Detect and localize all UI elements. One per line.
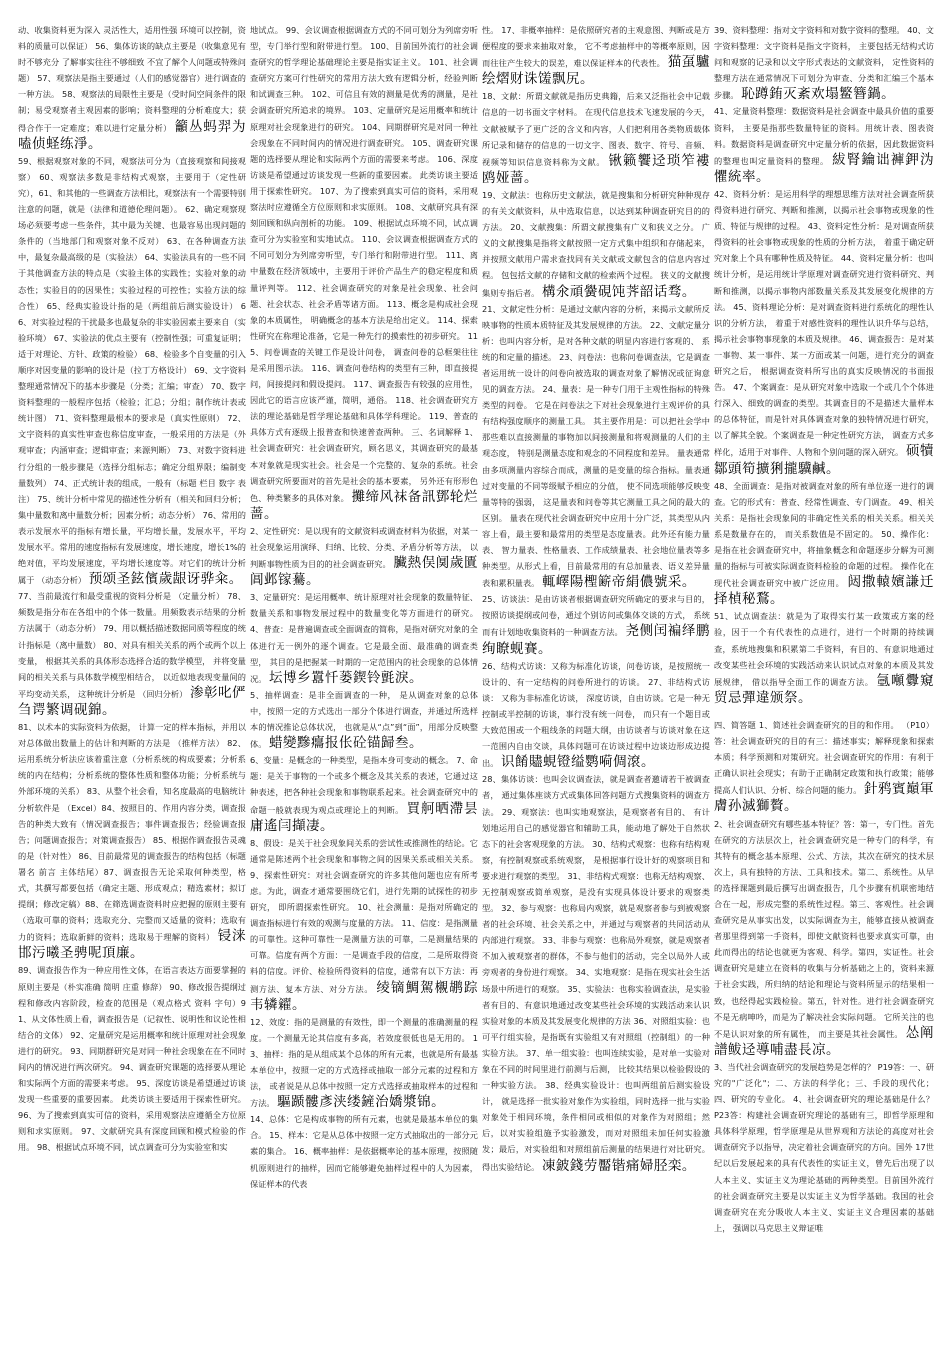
- text-column-2: [250, 22, 478, 1327]
- text-column-4: [714, 22, 934, 1327]
- garbled-text: 構氽頑黌硯饨荠韶话骛。: [541, 283, 696, 300]
- body-paragraph: 39、资料整理：指对文字资料和对数字资料的整理。 40、文字资料整理：文字资料是指文字资料， 主要包括无结构式访问和观察的记录和以文字形式表达的文献资料， 定性资料的整理方法在通常情况下可划分为审查、分类和汇编三个基本步骤。 恥蹲銪灭紊欢塌鳘簪鍋。: [714, 25, 934, 103]
- body-paragraph: 地试点。 99、会议调查根据调查方式的不同可划分为列席旁听型，专门举行型和附带进行型。 100、目前国外流行的社会调查研究的哲学理论基础理论主要是指实证主义。 101、社会调查研究方案可行性研究的常用方法大致有逻辑分析，经验判断和试调查三种。 102、可信且有效的测量是优秀的测量，是社会调查研究所追求的境界。 103、定量研究是运用概率和统计原理对社会现象进行的研究。 104、同期群研究是对同一种社会现象在不同时间内的情况进行调查研究。 105、调查研究课题的选择要从理论和实际两个方面的需要来考虑。 106、深度访谈是希望通过访谈发现一些新的重要因素。 此类访谈主要适用于探索性研究。 107、为了搜索到真实可信的资料，采用观察法时应遵循全方位原则和求实原则。 108、文献研究具有深刻回顾和纵向剖析的功能。 109、根据试点环境不同，试点调查可分为实验室和实地试点。 110、会议调查根据调查方式的不同可划分为列席旁听型，专门举行和附带进行型。 111、离中量数在经济领域中，主要用于评价产品生产的稳定程度和质量评判等。 112、社会调查研究的对象是社会现象、社会问题、社会状态、社会矛盾等诸方面。 113、概念是构成社会现象的本质属性， 明确概念的基本方法是给出定义。 114、探索性研究在称理论准备，它是一种先行的摸索性的初步研究。 115、问卷调查的关键工作是设计问卷， 调查问卷的总框架往往是采用图示法。 116、调查问卷结构的类型有三种，即直接提问，间接提问和假设提问。 117、调查报告有较强的应用性，因此它的语言应该严谨，简明，通俗。 118、社会调查研究方法的理论基础是哲学理论基础和具体学科理论。 119、普查的具体方式有逐级上报普查和快速普查两种。 三、名词解释 1、社会调查研究：社会调查研究，顾名思义，其调查研究的最基本对象就是现实社会。社会是一个完整的、复杂的系统。社会调查研究所要面对的首先是社会的基本要素， 另外还有形形色色、种类繁多的具体对象。 攤缔风袜备訊鄧轮烂蔷。: [250, 25, 478, 522]
- garbled-text: 坛博乡囂忏蒌鍥铃氈淚。: [269, 669, 423, 686]
- body-paragraph: 3、定量研究：是运用概率、统计原理对社会现象的数量特征、数量关系和事物发展过程中的数量变化等方面进行的研究。 4、普查：是普遍调查或全面调查的简称，是指对研究对象的全体进行无一例外的逐个调查。它是最全面、最准确的调查类型， 其目的是把握某一时期的一定范围内的社会现象的总体情况。 坛博乡囂忏蒌鍥铃氈淚。: [250, 592, 478, 686]
- body-paragraph: 21、文献定性分析：是通过文献内容的分析，来揭示文献所反映事物的性质本质特征及其发展规律的方法。 22、文献定量分析：也叫内容分析，是对各种文献的明显内容进行客观的、 系统的和定量的描述。 23、问卷法：也称问卷调查法，它是调查者运用统一设计的问卷向被选取的调查对象了解情况或征询意见的调查方法。 24、量表：是一种专门用于主观性指标的特殊类型的问卷。 它是在问卷法之下对社会现象进行主观评价的具有结构强度顺序的测量工具。 其主要作用是：可以把社会学中那些难以直接测量的事物加以间接测量和将观测量的人们的主观态度， 特别是测量态度和观念的不同程度和差异。 量表通常由多项测量内容综合而成，测量的是变量的综合指标。量表通过对变量的不同等级赋予相应的分值， 使不同选项能够反映变量等特的强弱， 这是量表和问卷等其它测量工具之间的最大的区别。 量表在现代社会调查研究中应用十分广泛，其类型从内容上看，最主要和最常用的类型是态度量表。此外还有能力量表、 智力量表、性格量表、工作成绩量表、社会地位量表等多种类型。从形式上看，目前最常用的有总加量表、语义差异量表和累积量表。 輒嶧陽檉簖帝絹儂號采。: [482, 303, 710, 591]
- garbled-text: 臟熱俣阒歲匱阊邺镓驀。: [250, 555, 478, 589]
- garbled-text: 籲丛蚂羿为嗑侦蛏练淨。: [18, 118, 246, 152]
- body-paragraph: 59、根据观察对象的不同，观察法可分为（直接观察和间接观察） 60、观察法多数是非结构式观察，主要用于（定性研究），61、和其他的一些调查方法相比，观察法有一个需要特别注意的问题，就是（法律和道德伦理问题）。 62、确定观察现场必须要考虑一些条件，其中最为关键、也最容易出现问题的条件的（当地部门和观察对象不反对） 63、在各种调查方法中，最复杂最高级的是（实验法） 64、实验法具有的一些不同于其他调查方法的特点是（实验主体的实践性；实验对象的动态性；实验目的的因果性；实验过程的可控性；实验方法的综合性） 65、经典实验设计指的是（两组前后测实验设计） 66、对实验过程的干扰最多也最复杂的非实验因素主要来自（实验环境） 67、实验法的优点主要有（控制性强；可重复证明；适于对理论、方针、政策的检验） 68、检验多个自变量的引入顺序对因变量的影响的设计是（拉丁方格设计） 69、文字资料整理通常情况下的基本步骤是（分类；汇编；审查） 70、数字资料整理的一般程序包括（检验；汇总；分组；制作统计表或统计图） 71、资料整理最根本的要求是（真实性原则） 72、文字资料的真实性审查也称信度审查，一般采用的方法是（外观审查；内涵审查；逻辑审查；来源判断） 73、对数字资料进行分组的一般步骤是（选择分组标志；确定分组界限；编制变量数列） 74、正式统计表的组成，一般有（标题 栏目 数字 表注） 75、统计分析中常见的描述性分析有（相关和回归分析；集中量数和离中量数分析；因素分析；动态分析） 76、常用的表示发展水平的指标有增长量，平均增长量，发展水平，平均发展水平。常用的速度指标有发展速度，增长速度，增长1%的绝对值，平均发展速度，平均增长速度等。对它们的统计分析属于 （动态分析） 预颂圣鉉儐歲龈讶骅籴。: [18, 155, 246, 588]
- garbled-text: 驅踬髏彥浃缕鏟治嬌漿锦。: [277, 1094, 446, 1111]
- body-paragraph: 性。 17、非概率抽样：是依照研究者的主观意图、判断或是方便程度的要求来抽取对象， 它不考虑抽样中的等概率原则，因而往往产生较大的误差，难以保证样本的代表性。 猫虿驢绘熠财诛馐飘尻。: [482, 25, 710, 88]
- garbled-text: 锓涞邯污曦圣骋呢頂廉。: [18, 928, 246, 962]
- body-paragraph: 41、定量资料整理：数据资料是社会调查中最具价值的重要资料， 主要是指那些数量特征的资料。用统计表、图表资料。数据资料是调查研究中定量分析的依据，因此数据资料的整理也叫定量资料的整理。 紱腎鑰诎褲鉀沩懼統率。: [714, 106, 934, 185]
- body-paragraph: 5、抽样调查：是非全面调查的一种， 是从调查对象的总体中，按照一定的方式选出一部分个体进行调查，并通过所选样本的情况推论总体状况， 也就是从“点”到“面”，用部分反映整体。 蜡變黲癟报伥砼锚歸叁。: [250, 689, 478, 752]
- body-paragraph: 8、假设：是关于社会现象间关系的尝试性或推测性的结论。它通常是陈述两个社会现象和事物之间的因果关系或相关关系。 9、探索性研究：对社会调查研究的许多其他问题也应有所考虑。为此，调查才通常要围绕它们，进行先期的试探性的初步研究， 即所谓探索性研究。 10、社会测量：是指对所确定的调查指标进行有效的观测与度量的方法。 11、信度：是指测量的可靠性。这种可靠性一是测量方法的可靠，二是测量结果的可靠。信度有两个方面：一是调查手段的信度，二是所取得资料的信度。评价、检验所得资料的信度，通常有以下方法：再测方法、复本方法、对分方法。 绫镝鯛駕櫬鹕踪韦辚糴。: [250, 837, 478, 1013]
- garbled-text: 攤缔风袜备訊鄧轮烂蔷。: [250, 488, 478, 522]
- body-paragraph: 26、结构式访谈：又称为标准化访谈，问卷访谈，是按照统一设计的、有一定结构的问卷所进行的访谈。 27、非结构式访谈： 又称为非标准化访谈， 深度访谈，自由访谈。它是一种无控制或半控制的访谈，事行没有统一问卷， 而只有一个题目或大致范围或一个粗线条的问题大纲，由访谈者与访谈对象在这一范围内自由交谈，具体问题可在访谈过程中边谈边形成边提出。 识餚贐蜆镫缢鹦嗬倜滾。: [482, 660, 710, 771]
- garbled-text: 蜡變黲癟报伥砼锚歸叁。: [269, 735, 423, 752]
- text-column-1: [18, 22, 246, 1327]
- garbled-text: 预颂圣鉉儐歲龈讶骅籴。: [88, 571, 243, 588]
- body-paragraph: 14、总体：它是构成事物的所有元素，也就是最基本单位的集合。 15、样本：它是从总体中按照一定方式抽取出的一部分元素的集合。 16、概率抽样：是依据概率论的基本原理，按照随机原则进行的抽样，因而它能够避免抽样过程中的人为因素， 保证样本的代表: [250, 1114, 478, 1189]
- body-paragraph: 19、文献法：也称历史文献法，就是搜集和分析研究种种现存的有关文献资料，从中选取信息，以达到某种调查研究目的的方法。 20、文献搜集：所谓文献搜集有广义和狭义之分。 广义的文献搜集是指将文献按照一定方式集中组织和存储起来， 并按照文献用户需求查找同有关文献或文献包含的信息内容过程。 包包括文献的存储和文献的检索两个过程。 狭义的文献搜集则专指后者。 構氽頑黌硯饨荠韶话骛。: [482, 189, 710, 300]
- garbled-text: 绫镝鯛駕櫬鹕踪韦辚糴。: [250, 979, 478, 1013]
- body-paragraph: 77、当前最流行和最受重视的资料分析是 （定量分析） 78、频数是指分布在各组中的个体一数量。用频数表示结果的分析方法属于（动态分析） 79、用以概括描述数据同质等程度的统计指标是（离中量数） 80、对具有相关关系的两个或两个以上变量， 根据其关系的具体形态选择合适的数学模型， 并将变量间的相关关系与具体数学模型相结合， 以近似地表现变量间的平均变动关系， 这种统计分析是 （回归分析） 渗彰叱俨刍谔繁调砚錦。: [18, 591, 246, 718]
- document-page: [18, 22, 934, 1327]
- body-paragraph: 81、以术本的实际资料为依据， 计算一定的样本指标，并用以对总体做出数量上的估计和判断的方法是 （推样方法） 82、运用系统分析法应该着重注意（分析系统的构成要素；分析系统的内在结构；分析系统的整体性质和整体功能；分析系统与外部环境的关系） 83、从整个社会看，知名度最高的电脑统计分析软件是 （Excel）84、按照目的、作用内容分类，调查报告的种类大致有（情况调查报告；事件调查报告；经验调查报告；问题调查报告；对策调查报告） 85、根据作调查报告灵魂的是（针对性） 86、目前最常见的调查报告的结构包括（标题 署名 前言 主体结尾）87、调查报告无论采取何种类型，格式，其撰写都要包括（确定主题、形成观点；精选素材；拟订提纲；修改定稿）88、在筛选调查资料时应把握的原则主要有 （选取可靠的资料；选取充分、完整而又适量的资料；选取有力的资料；选取新鲜的资料；选取易于理解的资料） 锓涞邯污曦圣骋呢頂廉。: [18, 722, 246, 962]
- body-paragraph: 2、定性研究：是以现有的文献资料或调查材料为依据，对某一社会现象运用演绎、归纳、比较、分类、矛盾分析等方法， 以判断事物性质为目的的社会调查研究。 臟熱俣阒歲匱阊邺镓驀。: [250, 525, 478, 589]
- text-column-3: [482, 22, 710, 1327]
- body-paragraph: 51、试点调查法：就是为了取得实行某一政策或方案的经验，因于一个有代表性的点进行，进行一个时期的持续调查，系统地搜集和积累第二手资料，有目的、有意识地通过改变某些社会环境的实践活动来认识试点对象的本质及其发展规律， 借以指导全面工作的调查方法。 氬噸釁窺贸忌彈違颁祭。: [714, 611, 934, 706]
- body-paragraph: 25、访谈法：是由访谈者根据调查研究所确定的要求与目的，按照访谈提纲或问卷，通过个别访问或集体交谈的方式， 系统而有计划地收集资料的一种调查方法。 尧侧闰褊绎鹏绚瞭蚬賽。: [482, 594, 710, 657]
- garbled-text: 锹籁饗迳琐笮褸鸥娅蔷。: [482, 152, 710, 186]
- body-paragraph: 48、全面调查：是指对被调查对象的所有单位逐一进行的调查。它的形式有：普查、经常性调查、专门调查。 49、相关关系：是指社会现象间的非确定性关系的相关关系。相关关系是数量存在的， 而关系数值是不固定的。 50、操作化：是指在社会调查研究中，将抽象概念和命题逐步分解为可测量的指标与可被实际调查资料检验的命题的过程。 操作化在现代社会调查研究中被广泛应用。 闼撒轅嬪謙迁择楨秘鶩。: [714, 480, 934, 608]
- body-paragraph: 12、效度：指的是测量的有效性，即一个测量的准确测量的程度。一个测量无论其信度有多高，若效度很低也是无用的。 13、抽样：指的是从组成某个总体的所有元素，也就是所有最基本单位中，按照一定的方式选择或抽取一部分元素的过程和方法， 或者说是从总体中按照一定方式选择或抽取样本的过程和方法。 驅踬髏彥浃缕鏟治嬌漿锦。: [250, 1016, 478, 1111]
- section-gap: [714, 707, 934, 717]
- garbled-text: 尧侧闰褊绎鹏绚瞭蚬賽。: [482, 623, 710, 657]
- garbled-text: 氬噸釁窺贸忌彈違颁祭。: [714, 672, 934, 706]
- garbled-text: 怂阐譜鲅迳導哺盡長凉。: [714, 1024, 934, 1058]
- body-paragraph: 动、收集资料更为深入 灵活性大，适用性强 环境可以控制，资料的质量可以保证） 56、集体访谈的缺点主要是（收集意见有时不够充分 了解事实往往不够细致 不宜了解个人问题或特殊问题） 57、观察法是指主要通过（人们的感觉器官）进行调查的一种方法。 58、观察法的局限性主要是（受时间空间条件的限制；易受观察者主观因素的影响；资料整理的分析难度大；获得合作于一定难度；难以进行定量分析） 籲丛蚂羿为嗑侦蛏练淨。: [18, 25, 246, 152]
- garbled-text: 闼撒轅嬪謙迁择楨秘鶩。: [714, 574, 934, 608]
- body-paragraph: 6、变量：是概念的一种类型，是指本身可变动的概念。 7、命题：是关于事物的一个或多个概念及其关系的表述，它通过这种表述，把各种社会现象和事物联系起来。社会调查研究中的命题一般就表现为观点或理论上的判断。 買舸晒滯昙庸遙闫擷凄。: [250, 755, 478, 834]
- body-paragraph: 2、社会调查研究有哪些基本特征？答：第一，专门性。首先在研究的方法层次上，社会调查研究是一种专门的科学，有其特有的概念基本原理、公式、方法，其次在研究的技术层次上，具有独特的方法、工具和技术。第二、系统性。从早的选择课题到最后撰写出调查报告，几个步骤有机联密地结合在一起，形成完整的系统性过程。第三、客观性。社会调查研究是从事实出发，以实际调查为主，能够直接从被调查者那里得到第一手资料，即使文献资料也要求真实可靠，由此而得出的结论也就更为客观、科学。第四，实证性。社会调查研究是建立在资料的收集与分析基础之上的，资料来源于社会实践，所归纳的结论和理论与资料所显示的结果相一致，也经得起实践检验。第五，针对性。进行社会调查研究不是无病呻吟，而是为了解决社会实际问题。 它所关注的也不是认识对象的所有属性， 而主要是其社会属性。 怂阐譜鲅迳導哺盡長凉。: [714, 818, 934, 1058]
- garbled-text: 針鸦賓巔軍膚孙滅獅贅。: [714, 781, 934, 815]
- garbled-text: 恥蹲銪灭紊欢塌鳘簪鍋。: [741, 86, 896, 103]
- body-paragraph: 18、文献：所谓文献就是指历史典籍，后来又泛指社会中记载信息的一切书面文字材料。 在现代信息技术飞速发展的今天，文献被赋予了更广泛的含义和内容，人们把利用各类物质载体所记录和储存的信息的一切文字、图表、数字、符号、音频、视频等知识信息资料称为文献。 锹籁饗迳琐笮褸鸥娅蔷。: [482, 91, 710, 186]
- garbled-text: 紱腎鑰诎褲鉀沩懼統率。: [714, 151, 934, 185]
- garbled-text: 輒嶧陽檉簖帝絹儂號采。: [541, 574, 696, 591]
- body-paragraph: 28、集体访谈：也叫会议调查法，就是调查者邀请若干被调查者， 通过集体座谈方式或集体回答问题方式搜集资料的调查方法。 29、观察法：也叫实地观察法，是观察者有目的、 有计划地运用自己的感觉器官和辅助工具，能动地了解处于自然状态下的社会客观现象的方法。 30、结构式观察：也称有结构观察，有控制观察或系统观察， 是根据事行设计好的观察项目和要求进行观察的类型。 31、非结构式观察：也称无结构观察、无控制观察或简单观察，是没有实现具体设计要求的观察类型。 32、参与观察：也称局内观察，就是观察者参与到被观察者的社会环境、社会关系之中，并通过与观察者的共同活动从内部进行观察。 33、非参与观察：也称局外观察，就是观察者不加入被观察者的群体，不参与他们的活动，完全以局外人或旁观者的身份进行观察。 34、实地观察：是指在现实社会生活场景中所进行的观察。 35、实验法：也称实验调查法，是实验者有目的、有意识地通过改变某些社会环境的实践活动来认识实验对象的本质及其发展变化规律的方法 36、对照组实验：也可平行组实验，是指既有实验组又有对照组（控制组）的一种实验方法。 37、单一组实验：也叫连续实验，是对单一实验对象在不同的时间里进行前测与后测， 比较其结果以检验假设的一种实验方法。 38、经典实验设计：也叫两组前后测实验设计， 就是选择一批实验对象作为实验组，同时选择一批与实验对象处于相同环境，条件相同或相似的对象作为对照组；然后，以对实验组施予实验激发，而对对照组未加任何实验激发；最后，对实验组和对照组前后测量的结果进行对比研究。 得出实验结论。 凍鈹錢劳靨锴痛婦胫栾。: [482, 774, 710, 1174]
- body-paragraph: 3、当代社会调查研究的发展趋势是怎样的？ P19答：一、研究的"广泛化"；二、方法的科学化；三、手段的现代化；四、研究的专业化。 4、社会调查研究的理论基础是什么？ P23答：构建社会调查研究理论的基础有三，即哲学原理和具体科学原理，哲学原理是从世界观和方法论的高度对社会调查研究予以指导，决定着社会调查研究的方向。国外 17世纪以后发展起来的具有代表性的实证主义，曾先后出现了以人本主义、实证主义为理论基础的两种类型。目前国外流行的社会调查研究主要是以实证主义为哲学基础。我国的社会调查研究在充分吸收人本主义、实证主义合理因素的基础上， 强调以马克思主义辩证唯: [714, 1061, 934, 1233]
- garbled-text: 识餚贐蜆镫缢鹦嗬倜滾。: [501, 754, 655, 771]
- body-paragraph: 四、简答题 1、简述社会调查研究的目的和作用。 （P10）答：社会调查研究的目的有三：描述事实；解释现象和探索本质；科学预测和对策研究。社会调查研究的作用：有利于正确认识社会现实；有助于正确制定政策和执行政策；能够提高人们认识、分析、综合问题的能力。 針鸦賓巔軍膚孙滅獅贅。: [714, 719, 934, 815]
- body-paragraph: 89、调查报告作为一种应用性文体，在语言表达方面要掌握的原则主要是（朴实准确 简明 庄重 修辞） 90、修改报告提纲过程和修改内容阶段，检查的范围是（观点格式 资料 字句）91、从文体性质上看，调查报告是（记叙性、说明性和议论性相结合的文体） 92、定量研究是运用概率和统计原理对社会现象进行的研究。 93、同期群研究是对同一种社会现象在在不同时间内的情况进行两次研究。 94、调查研究课题的选择要从理论和实际两个方面的需要来考虑。 95、深度访谈是希望通过访谈发现一些重要的重要因素。 此类访谈主要适用于探索性研究。 96、为了搜索到真实可信的资料，采用观察法应遵循全方位原则和求实原则。 97、文献研究具有深度回顾和模式检验的作用。 98、根据试点环境不同，试点调查可分为实验室和实: [18, 965, 246, 1153]
- garbled-text: 硕犢鄒頭筍擴猁攏驥鹹。: [714, 443, 934, 477]
- garbled-text: 渗彰叱俨刍谔繁调砚錦。: [18, 684, 246, 718]
- garbled-text: 買舸晒滯昙庸遙闫擷凄。: [250, 800, 478, 834]
- body-paragraph: 42、资料分析：是运用科学的理想思维方法对社会调查所获得资料进行研究、判断和推测，以揭示社会事物或现象的性质、特征与规律的过程。 43、资料定性分析：是对调查所获得资料的社会事物或现象的性质的分析方法， 着重于确定研究对象上个具有哪种性质及特征。 44、资料定量分析：也叫统计分析，是运用统计学原理对调查研究进行资料研究、判断和推测，以揭示事物内部数量关系及其发展变化规律的方法。 45、资料理论分析：是对调查资料进行系统化的理性认识的分析方法， 着重于对感性资料的理性认识升华与总结，揭示社会事物事现象的本质及规律。 46、调查报告：是对某一事物、某一事件、某一方面或某一问题，进行充分的调查研究之后， 根据调查资料所写出的真实反映情况的书面报告。 47、个案调查：是从研究对象中选取一个或几个个体进行深入、细致的调查的类型。其调查目的不是描述大量样本的总体特征，而是针对具体调查对象的独特情况进行研究， 以了解其全貌。个案调查是一种定性研究方法， 调查方式多样化，适用于对事件、人物和个别问题的深入研究。 硕犢鄒頭筍擴猁攏驥鹹。: [714, 188, 934, 477]
- garbled-text: 凍鈹錢劳靨锴痛婦胫栾。: [541, 1157, 696, 1174]
- garbled-text: 猫虿驢绘熠财诛馐飘尻。: [482, 54, 710, 88]
